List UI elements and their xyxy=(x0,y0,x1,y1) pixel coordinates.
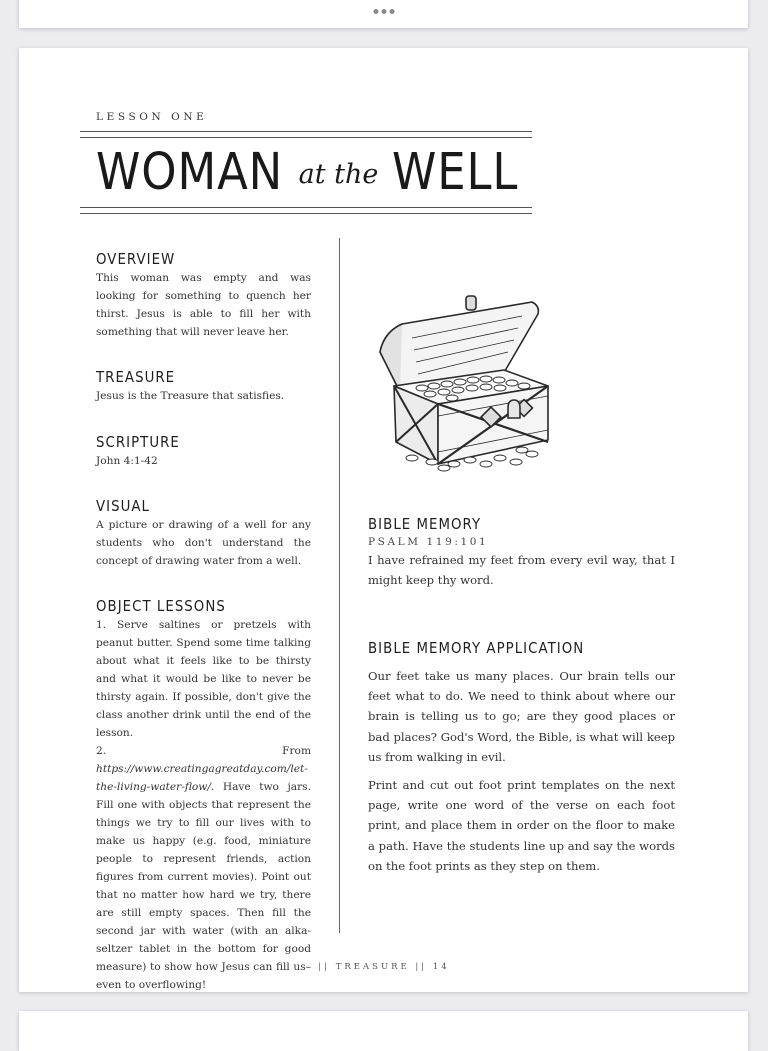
title-part-well: WELL xyxy=(392,142,519,202)
object-lessons-heading: OBJECT LESSONS xyxy=(96,597,226,615)
visual-body: A picture or drawing of a well for any students who don't understand the concept of drawing water from a well. xyxy=(96,519,311,567)
overview-body: This woman was empty and was looking for something to quench her thirst. Jesus is able to fill her with something that will never leave her. xyxy=(96,272,311,338)
column-divider xyxy=(339,238,340,933)
object-lesson-item-2-body: Have two jars. Fill one with objects that represent the things we try to fill our lives with to make us happy (e.g. food, miniature people to represent friends, action figures from current movies). Point out that no matter how hard we try, there are still empty spaces. Then fill the second jar with water (with an alka-seltzer tablet in the bottom for good measure) to show how Jesus can fill us–even to overflowing! xyxy=(96,781,311,991)
application-paragraph-2: Print and cut out foot print templates on the next page, write one word of the verse on each foot print, and place them in order on the floor to make a path. Have the students line up and say the words on the foot prints as they step on them. xyxy=(368,778,675,873)
previous-page xyxy=(19,0,748,28)
application-paragraph-1: Our feet take us many places. Our brain tells our feet what to do. We need to think about where our brain is telling us to go; are they good places or bad places? God's Word, the Bible, is what will keep us from walking in evil. xyxy=(368,669,675,764)
overview-section xyxy=(96,249,311,341)
page-title xyxy=(96,140,536,204)
bible-memory-application-section xyxy=(368,638,675,876)
bible-memory-verse: I have refrained my feet from every evil way, that I might keep thy word. xyxy=(368,553,675,588)
page-footer: || TREASURE || 14 xyxy=(318,962,450,972)
overview-heading: OVERVIEW xyxy=(96,250,176,268)
object-lesson-item-1: 1. Serve saltines or pretzels with peanut butter. Spend some time talking about what it feels like to be thirsty and what it would be like to never be thirsty again. If possible, don't give the class another drink until the end of the lesson. xyxy=(96,619,311,739)
treasure-heading: TREASURE xyxy=(96,368,176,386)
bible-memory-application-heading: BIBLE MEMORY APPLICATION xyxy=(368,639,585,657)
bible-memory-section xyxy=(368,514,675,590)
object-lesson-item-2-prefix: 2. From xyxy=(96,745,311,757)
next-page xyxy=(19,1011,748,1051)
treasure-body: Jesus is the Treasure that satisfies. xyxy=(96,390,285,402)
title-rule-top-2 xyxy=(80,137,532,138)
scripture-heading: SCRIPTURE xyxy=(96,433,180,451)
object-lessons-section xyxy=(96,596,311,994)
ellipsis-icon[interactable] xyxy=(373,9,394,14)
creatingagreatday-link[interactable]: https://www.creatingagreatday.com/let-the-living-water-flow/. xyxy=(96,763,308,793)
bible-memory-heading: BIBLE MEMORY xyxy=(368,515,482,533)
title-rule-bottom-2 xyxy=(80,213,532,214)
title-part-woman: WOMAN xyxy=(96,142,284,202)
title-script-at-the: at the xyxy=(298,158,379,190)
title-rule-top-1 xyxy=(80,131,532,132)
scripture-body: John 4:1-42 xyxy=(96,455,158,467)
scripture-section xyxy=(96,432,311,470)
visual-heading: VISUAL xyxy=(96,497,151,515)
treasure-section xyxy=(96,367,311,405)
object-lesson-item-2 xyxy=(96,742,311,994)
title-rule-bottom-1 xyxy=(80,207,532,208)
visual-section xyxy=(96,496,311,570)
bible-memory-reference: PSALM 119:101 xyxy=(368,536,489,548)
lesson-label: LESSON ONE xyxy=(96,111,208,123)
treasure-chest-illustration xyxy=(372,292,552,472)
